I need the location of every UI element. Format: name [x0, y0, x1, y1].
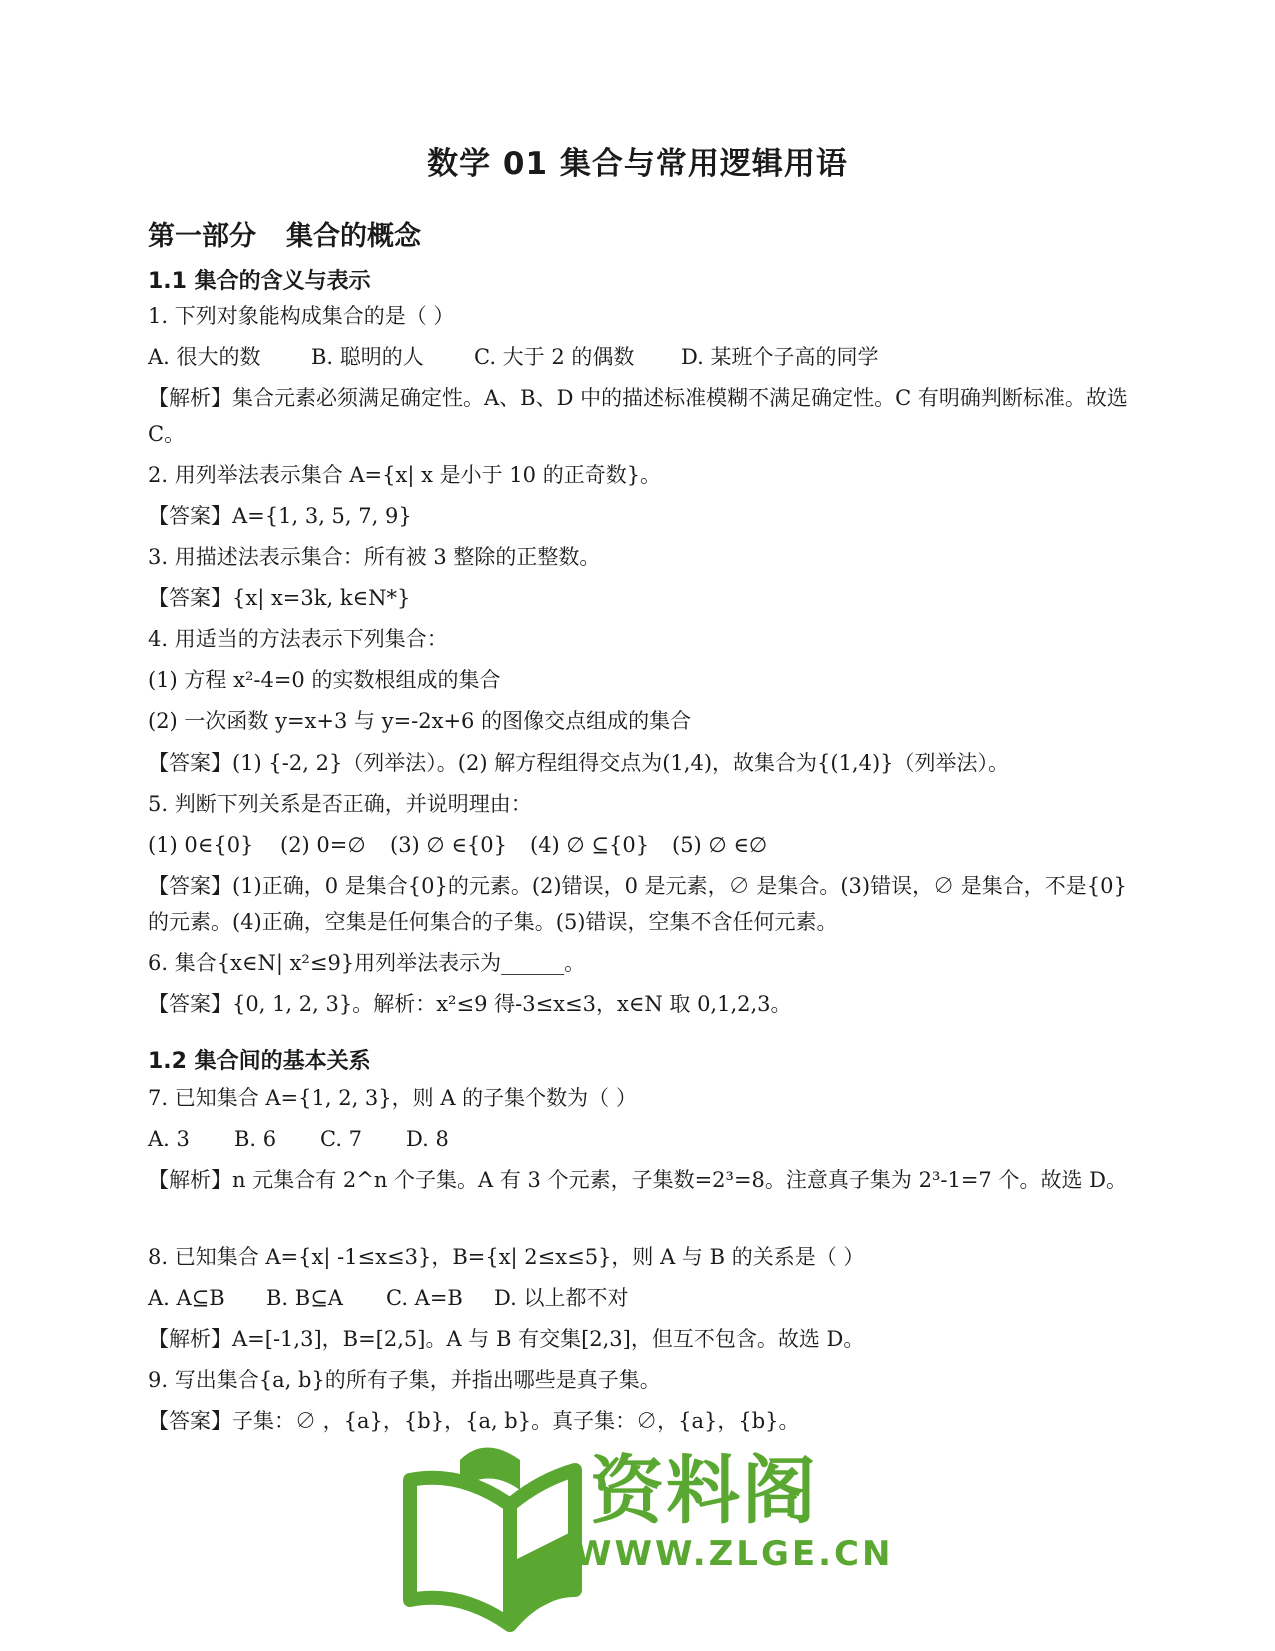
- option-a: A. 很大的数: [148, 345, 261, 369]
- option-a: A. 3: [148, 1127, 190, 1151]
- document-title: 数学 01 集合与常用逻辑用语: [427, 146, 848, 182]
- question-9: 9. 写出集合{a, b}的所有子集，并指出哪些是真子集。: [148, 1368, 661, 1392]
- item-2: (2) 0=∅: [280, 833, 366, 857]
- part-heading: [148, 214, 421, 253]
- option-d: D. 8: [406, 1127, 449, 1151]
- option-c: C. 大于 2 的偶数: [474, 345, 635, 369]
- answer-3: 【答案】{x| x=3k, k∈N*}: [148, 586, 411, 610]
- question-1: 1. 下列对象能构成集合的是（ ）: [148, 304, 455, 328]
- item-5: (5) ∅ ∈∅: [672, 833, 768, 857]
- question-8: 8. 已知集合 A={x| -1≤x≤3}，B={x| 2≤x≤5}，则 A 与 B 的关系是（ ）: [148, 1245, 865, 1269]
- analysis-8: 【解析】A=[-1,3]，B=[2,5]。A 与 B 有交集[2,3]，但互不包含。故选 D。: [148, 1327, 865, 1351]
- watermark-url: WWW.ZLGE.CN: [574, 1534, 894, 1574]
- question-7: 7. 已知集合 A={1, 2, 3}，则 A 的子集个数为（ ）: [148, 1086, 637, 1110]
- question-4: 4. 用适当的方法表示下列集合：: [148, 627, 448, 651]
- watermark-name: 资料阁: [590, 1448, 818, 1534]
- answer-6: 【答案】{0, 1, 2, 3}。解析：x²≤9 得-3≤x≤3，x∈N 取 0,1,2,3。: [148, 992, 792, 1016]
- option-b: B. B⊆A: [266, 1286, 343, 1310]
- watermark-logo: [400, 1440, 894, 1640]
- part-name: 集合的概念: [286, 221, 421, 252]
- option-d: D. 某班个子高的同学: [681, 345, 879, 369]
- answer-4: 【答案】(1) {-2, 2}（列举法）。(2) 解方程组得交点为(1,4)，故集合为{(1,4)}（列举法）。: [148, 751, 1010, 775]
- question-1-options: [148, 339, 1133, 375]
- question-3: 3. 用描述法表示集合：所有被 3 整除的正整数。: [148, 545, 601, 569]
- part-label: 第一部分: [148, 221, 256, 252]
- option-a: A. A⊆B: [148, 1286, 225, 1310]
- question-7-options: [148, 1121, 1133, 1157]
- answer-9: 【答案】子集：∅ ，{a}，{b}，{a, b}。真子集：∅，{a}，{b}。: [148, 1409, 800, 1433]
- option-c: C. 7: [320, 1127, 363, 1151]
- analysis-1: 【解析】集合元素必须满足确定性。A、B、D 中的描述标准模糊不满足确定性。C 有明确判断标准。故选 C。: [148, 386, 1128, 446]
- question-4-part-1: (1) 方程 x²-4=0 的实数根组成的集合: [148, 668, 501, 692]
- analysis-7: 【解析】n 元集合有 2^n 个子集。A 有 3 个元素，子集数=2³=8。注意真子集为 2³-1=7 个。故选 D。: [148, 1168, 1127, 1192]
- item-4: (4) ∅ ⊆{0}: [530, 833, 650, 857]
- option-b: B. 6: [234, 1127, 277, 1151]
- section-heading-1-2: 1.2 集合间的基本关系: [148, 1049, 371, 1074]
- section-heading-1-1: 1.1 集合的含义与表示: [148, 269, 371, 294]
- option-b: B. 聪明的人: [311, 345, 424, 369]
- question-6: 6. 集合{x∈N| x²≤9}用列举法表示为______。: [148, 951, 586, 975]
- answer-2: 【答案】A={1, 3, 5, 7, 9}: [148, 504, 412, 528]
- question-5: 5. 判断下列关系是否正确，并说明理由：: [148, 792, 532, 816]
- item-1: (1) 0∈{0}: [148, 833, 254, 857]
- option-c: C. A=B: [386, 1286, 463, 1310]
- question-5-items: [148, 827, 1133, 863]
- option-d: D. 以上都不对: [494, 1286, 629, 1310]
- question-8-options: [148, 1280, 1133, 1316]
- question-2: 2. 用列举法表示集合 A={x| x 是小于 10 的正奇数}。: [148, 463, 662, 487]
- item-3: (3) ∅ ∈{0}: [390, 833, 508, 857]
- answer-5: 【答案】(1)正确，0 是集合{0}的元素。(2)错误，0 是元素，∅ 是集合。(3)错误，∅ 是集合，不是{0}的元素。(4)正确，空集是任何集合的子集。(5)错误，空集不含任何元素。: [148, 874, 1127, 934]
- question-4-part-2: (2) 一次函数 y=x+3 与 y=-2x+6 的图像交点组成的集合: [148, 709, 692, 733]
